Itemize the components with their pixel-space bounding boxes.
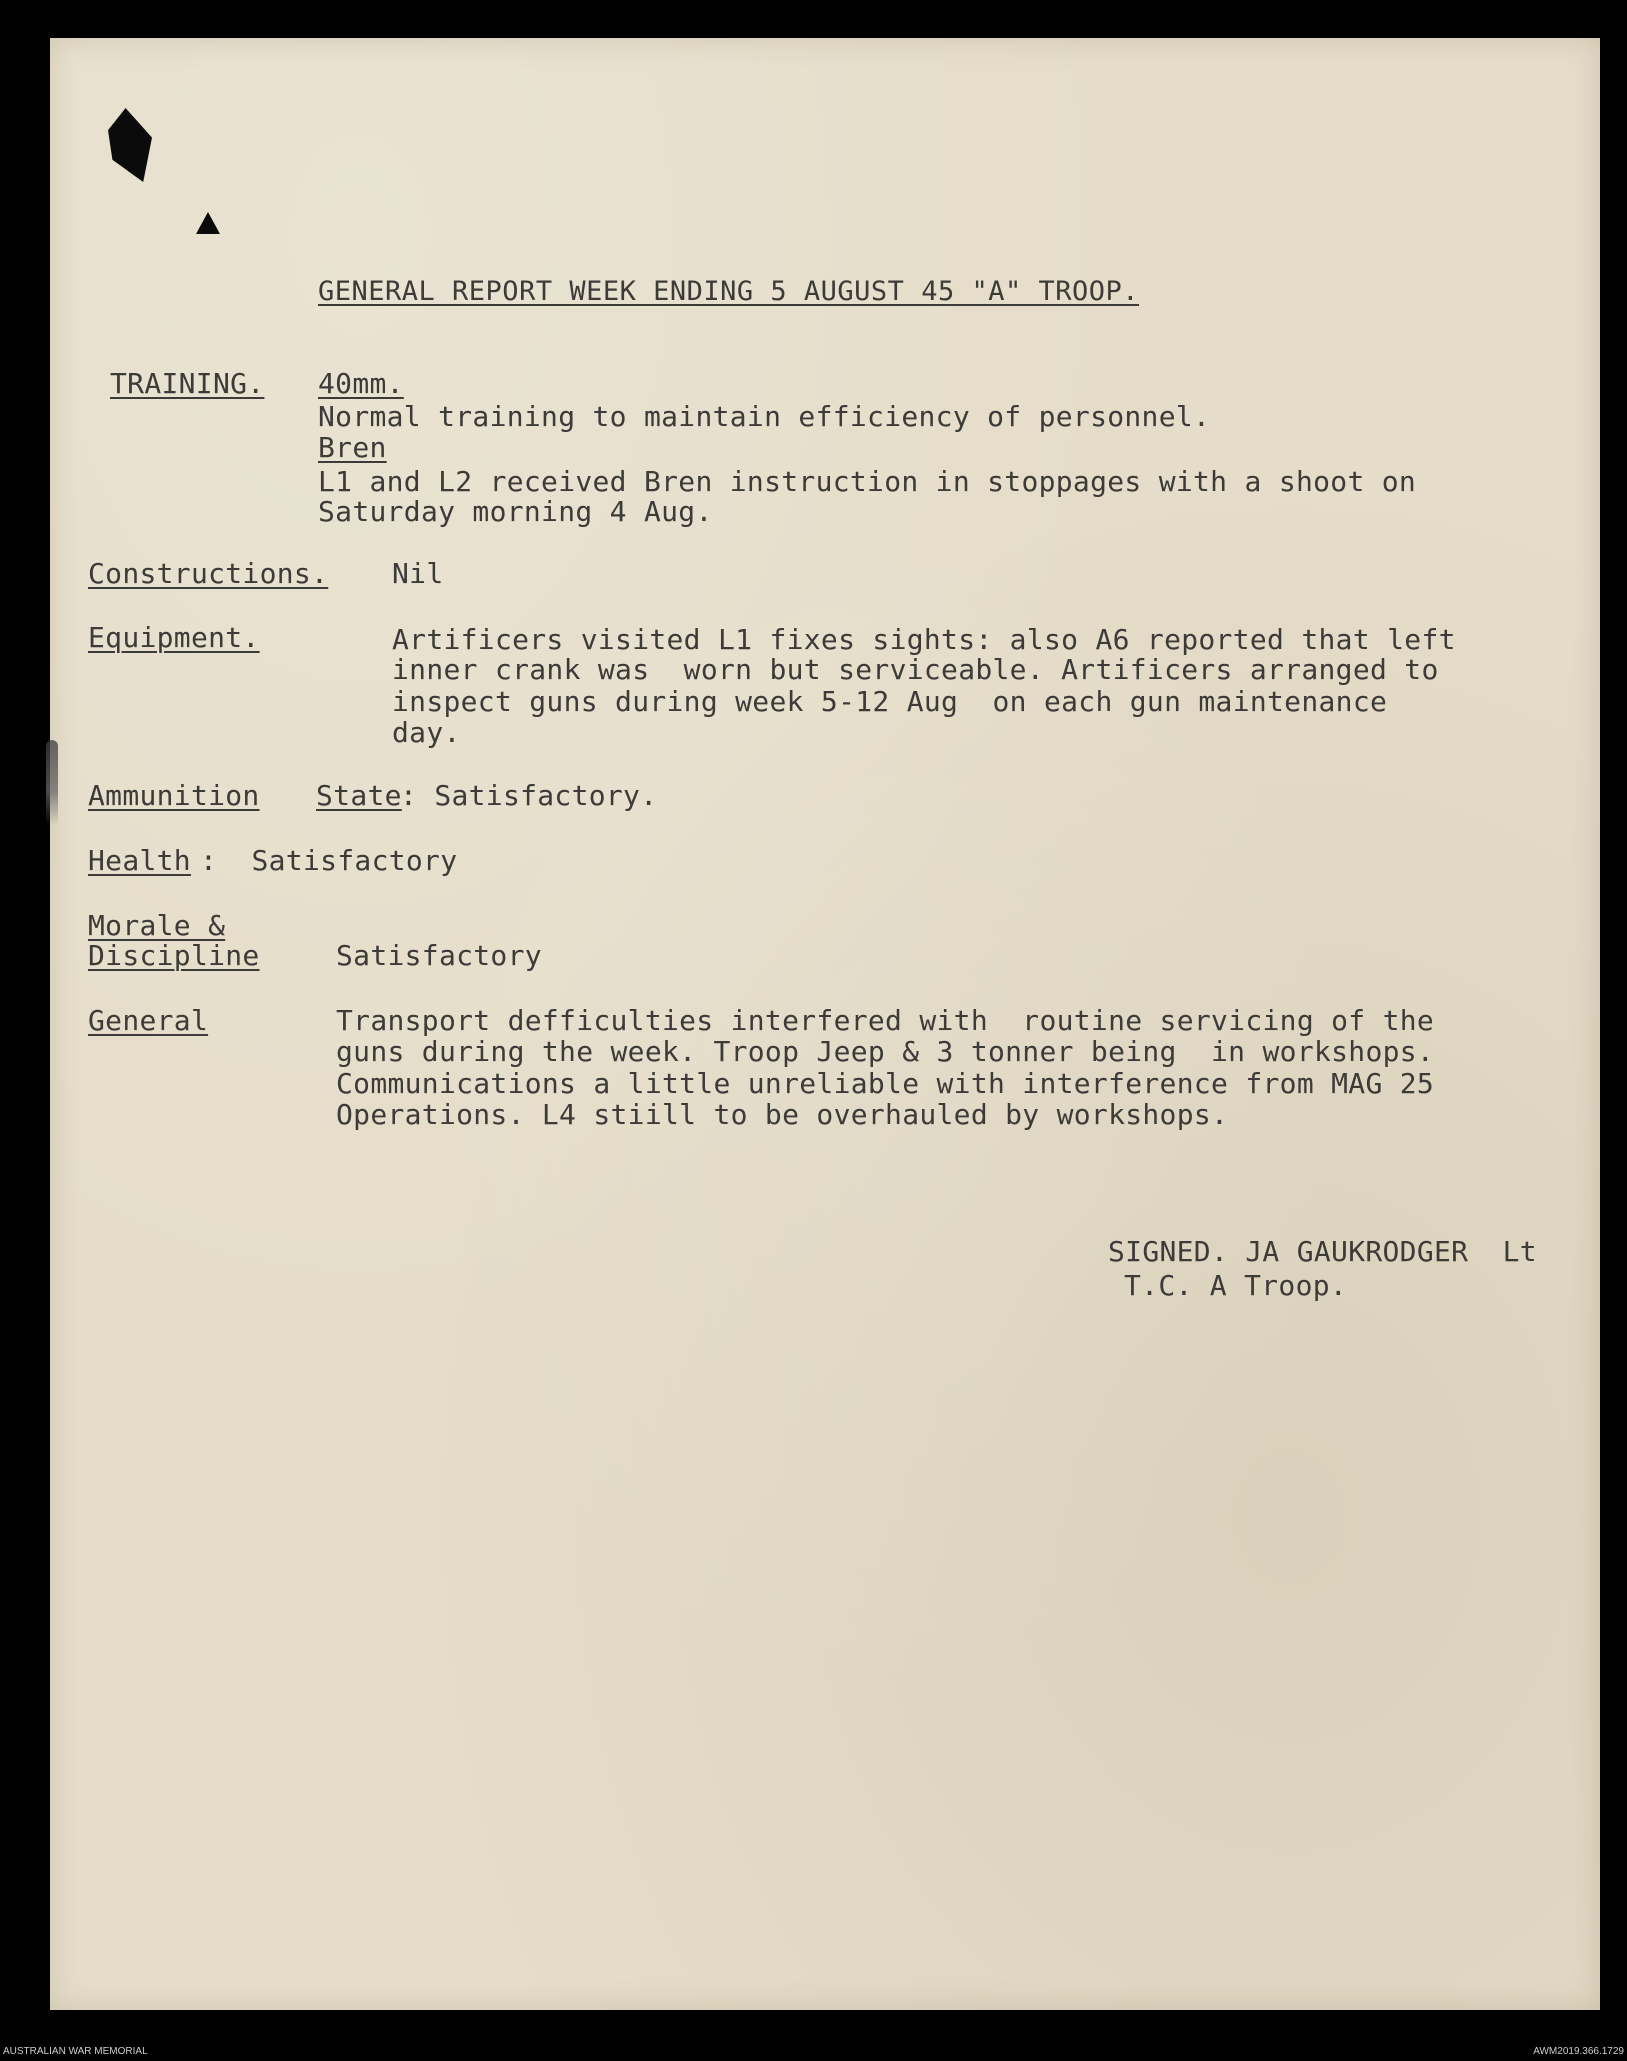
general-line: guns during the week. Troop Jeep & 3 tonner being in workshops. bbox=[336, 1035, 1435, 1068]
archive-credit: AUSTRALIAN WAR MEMORIAL bbox=[3, 2046, 148, 2057]
ammunition-state-label: State bbox=[316, 779, 402, 812]
training-bren-heading: Bren bbox=[318, 431, 387, 464]
equipment-line: Artificers visited L1 fixes sights: also A6 reported that left bbox=[392, 623, 1456, 656]
training-label: TRAINING. bbox=[110, 367, 265, 400]
general-line: Operations. L4 stiill to be overhauled by workshops. bbox=[336, 1098, 1229, 1131]
health-label: Health bbox=[88, 844, 191, 877]
general-label: General bbox=[88, 1004, 209, 1037]
ammunition-label: Ammunition bbox=[88, 779, 260, 812]
morale-value: Satisfactory bbox=[336, 939, 542, 972]
training-40mm-heading: 40mm. bbox=[318, 367, 404, 400]
health-value: : Satisfactory bbox=[200, 844, 458, 877]
general-line: Communications a little unreliable with interference from MAG 25 bbox=[336, 1067, 1435, 1100]
constructions-value: Nil bbox=[392, 557, 444, 590]
signature-title: T.C. A Troop. bbox=[1124, 1269, 1348, 1302]
training-line: L1 and L2 received Bren instruction in stoppages with a shoot on bbox=[318, 465, 1417, 498]
training-line: Saturday morning 4 Aug. bbox=[318, 495, 713, 528]
ink-smudge bbox=[46, 740, 58, 826]
archive-reference: AWM2019.366.1729 bbox=[1533, 2046, 1624, 2057]
signature-line: SIGNED. JA GAUKRODGER Lt bbox=[1108, 1235, 1537, 1268]
report-title: GENERAL REPORT WEEK ENDING 5 AUGUST 45 "A" TROOP. bbox=[318, 276, 1140, 307]
equipment-line: inspect guns during week 5-12 Aug on each gun maintenance bbox=[392, 685, 1388, 718]
ammunition-value: : Satisfactory. bbox=[400, 779, 658, 812]
training-line: Normal training to maintain efficiency of personnel. bbox=[318, 400, 1211, 433]
equipment-line: inner crank was worn but serviceable. Artificers arranged to bbox=[392, 653, 1439, 686]
equipment-label: Equipment. bbox=[88, 621, 260, 654]
constructions-label: Constructions. bbox=[88, 557, 329, 590]
morale-label: Morale & bbox=[88, 909, 226, 942]
equipment-line: day. bbox=[392, 716, 461, 749]
general-line: Transport defficulties interfered with routine servicing of the bbox=[336, 1004, 1435, 1037]
discipline-label: Discipline bbox=[88, 939, 260, 972]
